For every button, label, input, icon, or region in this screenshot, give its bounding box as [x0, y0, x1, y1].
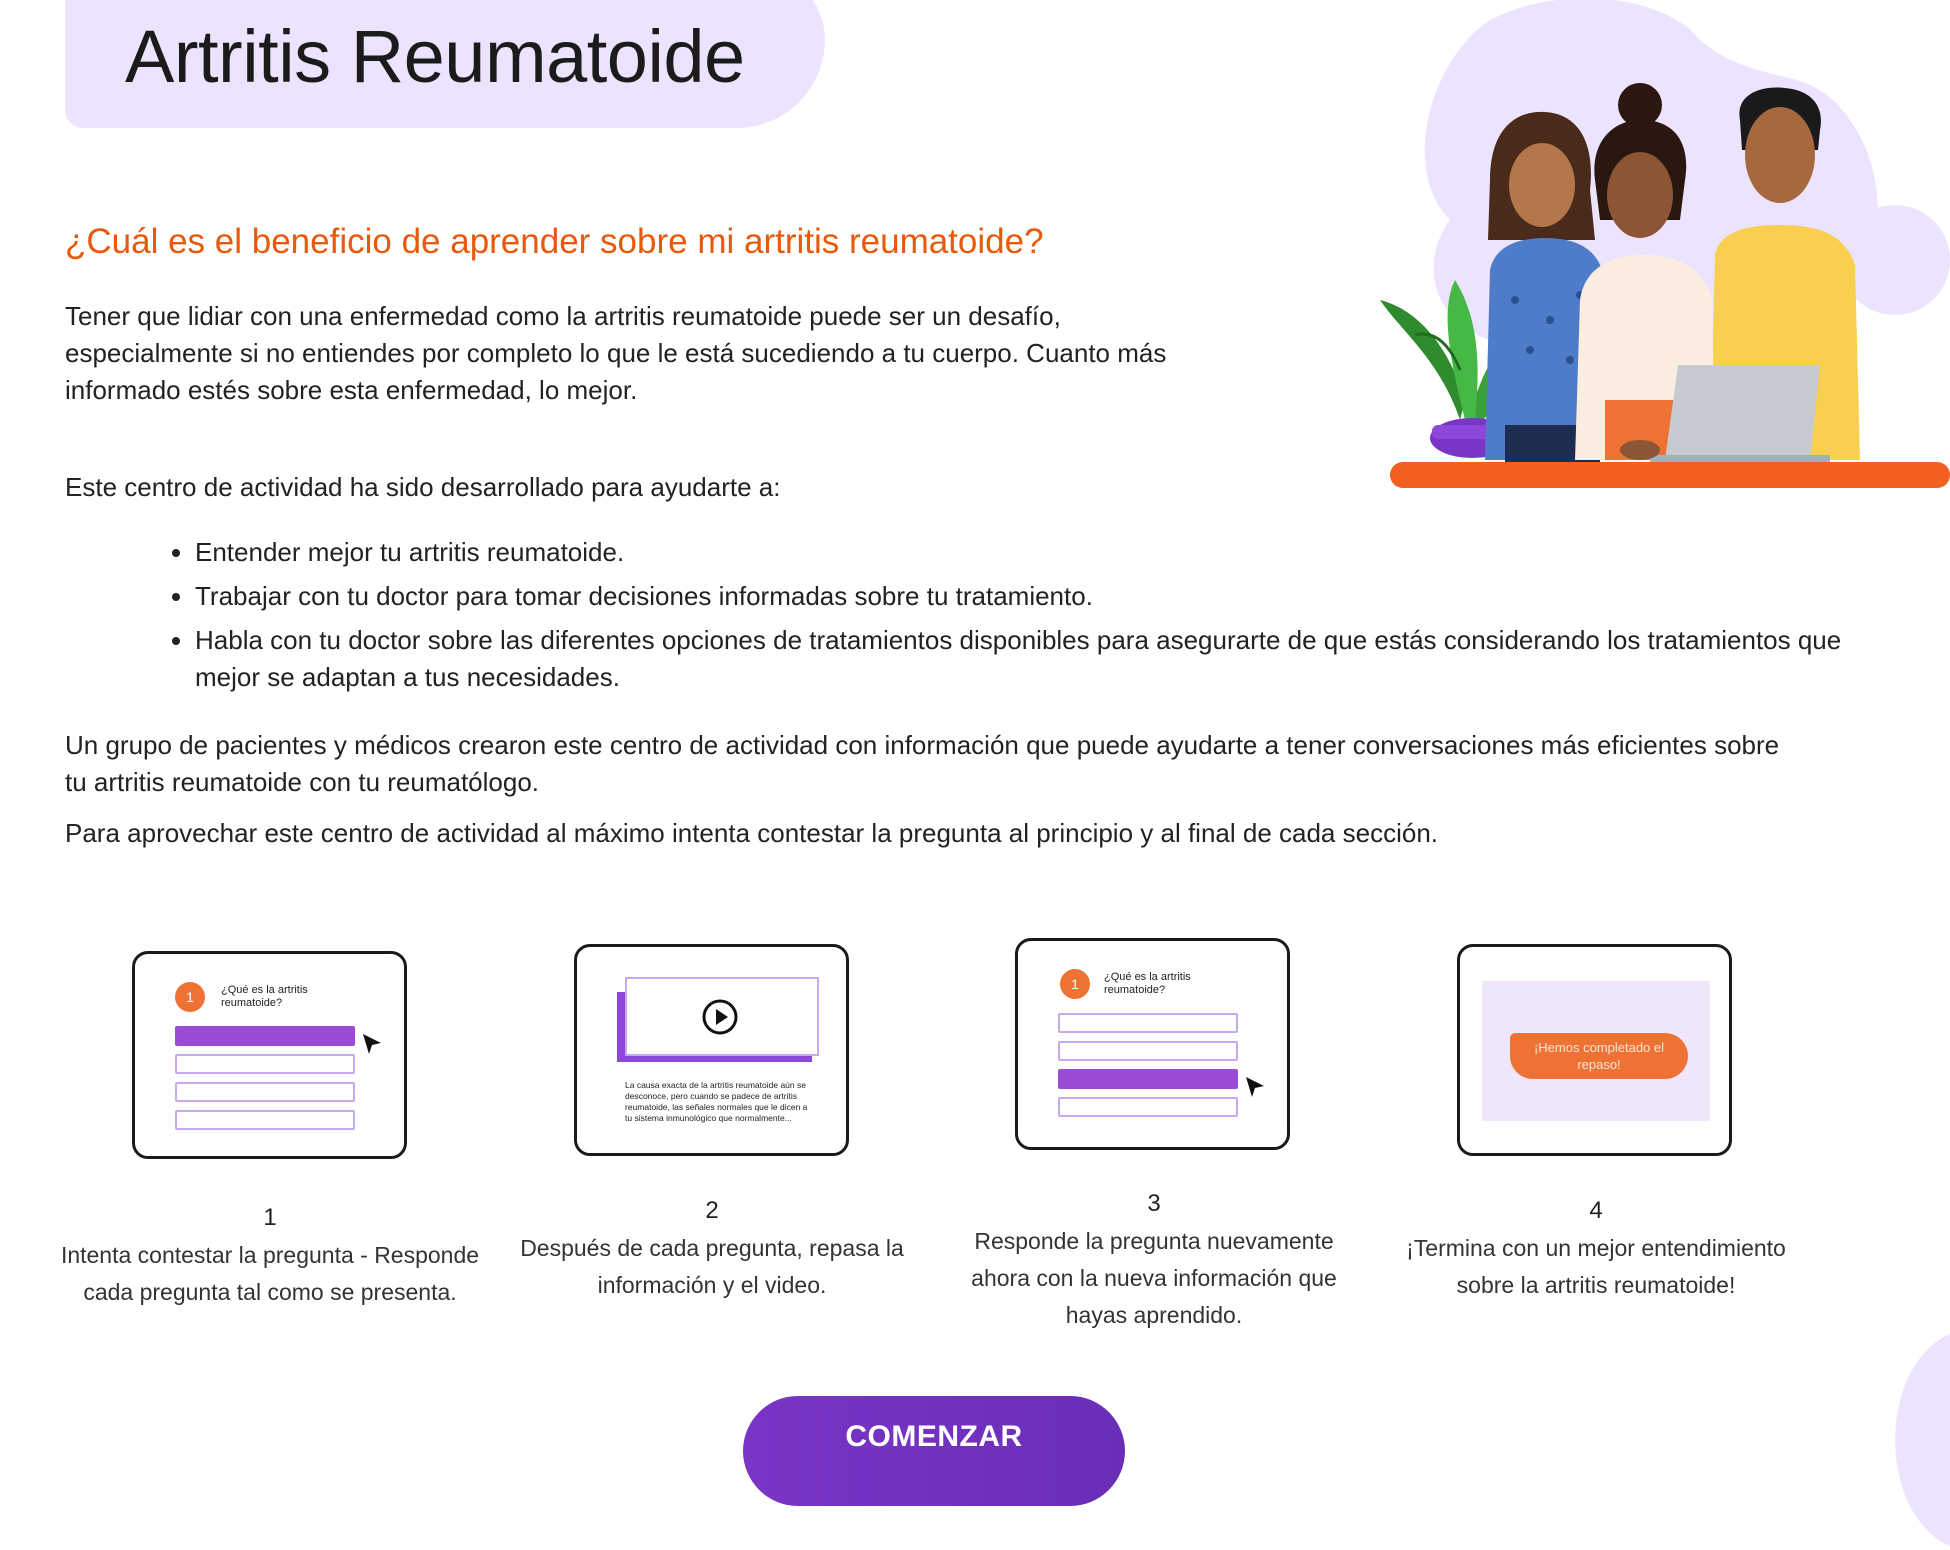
step-1-card — [132, 951, 407, 1159]
mini-option — [175, 1082, 355, 1102]
step-number: 4 — [1589, 1197, 1603, 1224]
step-badge: 1 — [1060, 969, 1090, 999]
group-paragraph: Un grupo de pacientes y médicos crearon este centro de actividad con información que puede ayudarte a tener conversaciones más eficientes sobre tu artritis reumatoide con tu reumatólogo. — [65, 730, 1780, 797]
corner-decor-shape — [1895, 1330, 1950, 1550]
step-number: 3 — [1147, 1190, 1161, 1217]
video-frame — [625, 977, 819, 1056]
step-number: 2 — [705, 1197, 719, 1224]
start-button[interactable]: COMENZAR — [743, 1396, 1125, 1506]
people-at-laptop-illustration — [1340, 0, 1950, 500]
play-icon[interactable] — [700, 997, 740, 1037]
cursor-icon — [361, 1032, 383, 1056]
mini-question: ¿Qué es la artritis reumatoide? — [1104, 971, 1191, 996]
mini-option — [175, 1054, 355, 1074]
intro-paragraph: Tener que lidiar con una enfermedad como la artritis reumatoide puede ser un desafío, especialmente si no entiendes por completo lo que le está sucediendo a tu cuerpo. Cuanto más informado estés sobre esta enfermedad, lo mejor. — [65, 301, 1167, 405]
mini-option — [1058, 1041, 1238, 1061]
list-item: • Trabajar con tu doctor para tomar decisiones informadas sobre tu tratamiento. — [195, 578, 1845, 615]
tip-paragraph: Para aprovechar este centro de actividad al máximo intenta contestar la pregunta al principio y al final de cada sección. — [65, 818, 1438, 848]
list-item: • Entender mejor tu artritis reumatoide. — [195, 534, 1845, 571]
step-description: Responde la pregunta nuevamente ahora con la nueva información que hayas aprendido. — [971, 1228, 1337, 1328]
mini-option-selected — [175, 1026, 355, 1046]
mini-option — [1058, 1097, 1238, 1117]
page-title: Artritis Reumatoide — [125, 15, 745, 98]
step-number: 1 — [263, 1204, 277, 1231]
mini-info-text: La causa exacta de la artritis reumatoide aún se desconoce, pero cuando se padece de artritis reumatoide, las señales normales que le dicen a tu sistema inmunológico que normalmente... — [625, 1080, 808, 1123]
step-3-card — [1015, 938, 1290, 1150]
section-subtitle: ¿Cuál es el beneficio de aprender sobre mi artritis reumatoide? — [65, 222, 1044, 261]
cursor-icon — [1244, 1075, 1266, 1099]
step-description: Después de cada pregunta, repasa la información y el video. — [520, 1235, 904, 1298]
step-description: ¡Termina con un mejor entendimiento sobre la artritis reumatoide! — [1406, 1235, 1786, 1298]
benefit-list — [65, 534, 1845, 703]
step-badge: 1 — [175, 982, 205, 1012]
mini-option — [1058, 1013, 1238, 1033]
step-description: Intenta contestar la pregunta - Responde cada pregunta tal como se presenta. — [60, 1242, 480, 1305]
step-4-card — [1457, 944, 1732, 1156]
lead-paragraph: Este centro de actividad ha sido desarrollado para ayudarte a: — [65, 472, 781, 502]
list-item: • Habla con tu doctor sobre las diferentes opciones de tratamientos disponibles para asegurarte de que estás considerando los tratamientos que mejor se adaptan a tus necesidades. — [195, 622, 1845, 696]
completion-banner: ¡Hemos completado el repaso! — [1510, 1033, 1688, 1079]
step-2-card — [574, 944, 849, 1156]
mini-option — [175, 1110, 355, 1130]
completion-panel — [1482, 981, 1710, 1121]
mini-option-selected — [1058, 1069, 1238, 1089]
mini-question: ¿Qué es la artritis reumatoide? — [221, 984, 308, 1009]
